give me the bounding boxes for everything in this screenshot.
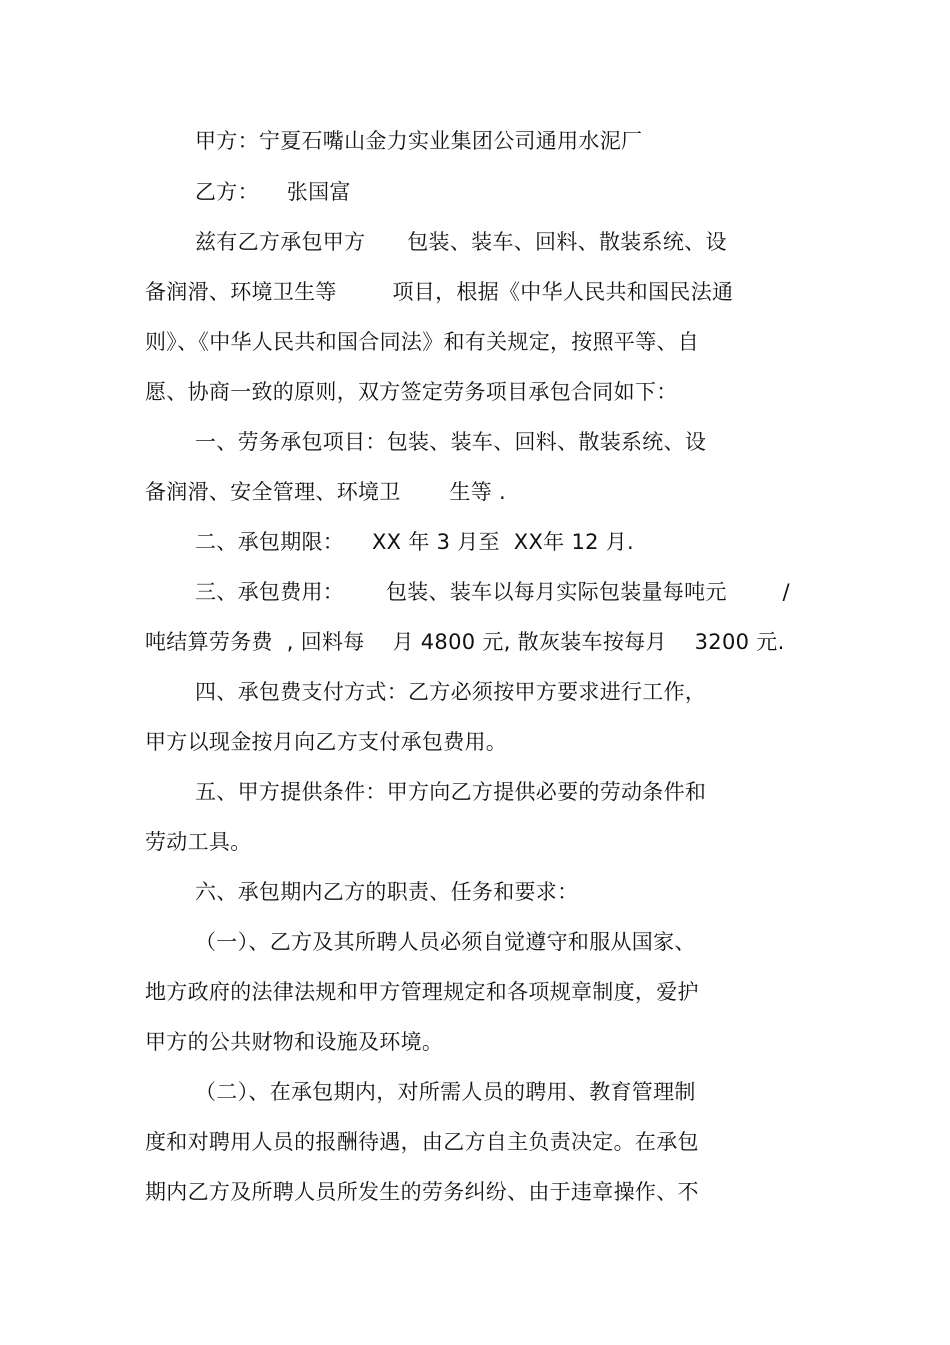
clause-4-line: 甲方以现金按月向乙方支付承包费用。 bbox=[145, 730, 508, 754]
clause-6-heading: 六、承包期内乙方的职责、任务和要求： bbox=[195, 880, 579, 904]
paragraph-line: 兹有乙方承包甲方 包装、装车、回料、散装系统、设 bbox=[195, 230, 727, 254]
clause-3-line: 三、承包费用： 包装、装车以每月实际包装量每吨元 / bbox=[195, 580, 790, 604]
paragraph-line: 愿、协商一致的原则，双方签定劳务项目承包合同如下： bbox=[145, 380, 678, 404]
clause-2-line: 二、承包期限： XX 年 3 月至 XX年 12 月. bbox=[195, 530, 635, 554]
party-a-line: 甲方：宁夏石嘴山金力实业集团公司通用水泥厂 bbox=[195, 129, 643, 153]
paragraph-line: 则》、《中华人民共和国合同法》和有关规定，按照平等、自 bbox=[145, 330, 700, 354]
clause-3-line: 吨结算劳务费 , 回料每 月 4800 元, 散灰装车按每月 3200 元. bbox=[145, 630, 785, 654]
clause-1-line: 一、劳务承包项目：包装、装车、回料、散装系统、设 bbox=[195, 430, 707, 454]
subclause-2-line: （二）、在承包期内，对所需人员的聘用、教育管理制 bbox=[195, 1080, 696, 1104]
paragraph-line: 备润滑、环境卫生等 项目，根据《中华人民共和国民法通 bbox=[145, 280, 734, 304]
subclause-1-line: 甲方的公共财物和设施及环境。 bbox=[145, 1030, 444, 1054]
clause-5-line: 劳动工具。 bbox=[145, 830, 252, 854]
clause-5-line: 五、甲方提供条件：甲方向乙方提供必要的劳动条件和 bbox=[195, 780, 707, 804]
subclause-2-line: 度和对聘用人员的报酬待遇，由乙方自主负责决定。在承包 bbox=[145, 1130, 699, 1154]
party-b-line: 乙方： 张国富 bbox=[195, 180, 351, 204]
subclause-1-line: 地方政府的法律法规和甲方管理规定和各项规章制度，爱护 bbox=[145, 980, 699, 1004]
clause-4-line: 四、承包费支付方式：乙方必须按甲方要求进行工作， bbox=[195, 680, 707, 704]
subclause-2-line: 期内乙方及所聘人员所发生的劳务纠纷、由于违章操作、不 bbox=[145, 1180, 699, 1204]
subclause-1-line: （一）、乙方及其所聘人员必须自觉遵守和服从国家、 bbox=[195, 930, 696, 954]
clause-1-line: 备润滑、安全管理、环境卫 生等 . bbox=[145, 480, 506, 504]
